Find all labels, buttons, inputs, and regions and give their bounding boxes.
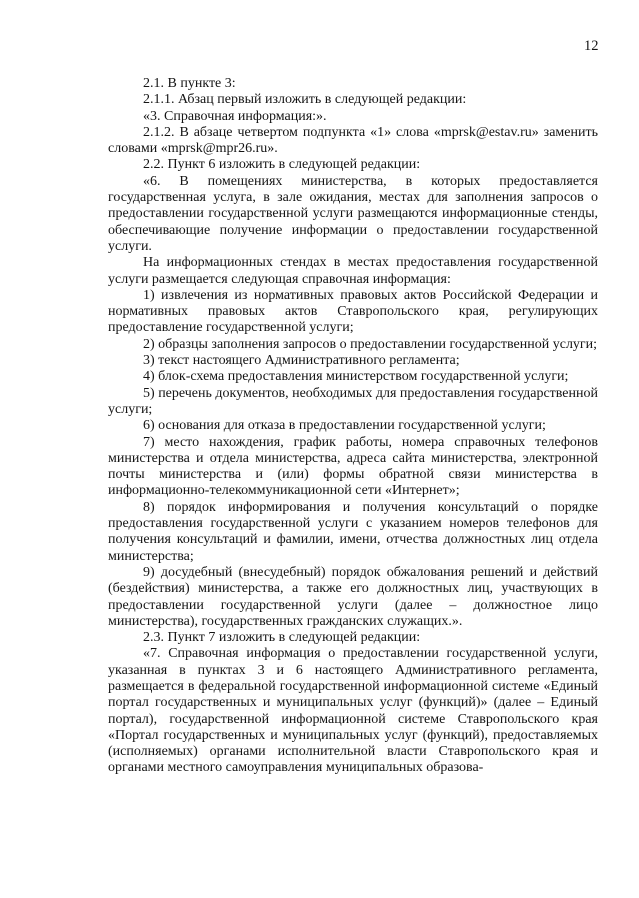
paragraph-quote-3: «3. Справочная информация:». [143, 108, 327, 124]
paragraph-2-2: 2.2. Пункт 6 изложить в следующей редакции: [143, 157, 421, 173]
list-item: 4) блок-схема предоставления министерством государственной услуги; [143, 369, 569, 385]
paragraph-quote-7: «7. Справочная информация о предоставлении государственной услуги, указанная в пунктах 3 и 6 настоящего Административного регламента, размещается в федеральной государственной информационной системе «Единый портал государственных и муниципальных услуг (функций)» (далее – Единый портал), государственной информационной системе Ставропольского края «Портал государственных и муниципальных услуг (функций), предоставляемых (исполняемых) органами исполнительной власти Ставропольского края и органами местного самоуправления муниципальных образова- [108, 646, 598, 776]
paragraph-2-1-1: 2.1.1. Абзац первый изложить в следующей редакции: [143, 92, 467, 108]
list-item: 8) порядок информирования и получения консультаций о порядке предоставления государственной услуги с указанием номеров телефонов для получения консультаций и фамилии, имени, отчества должностных лиц отдела министерства; [108, 499, 598, 564]
paragraph-2-3: 2.3. Пункт 7 изложить в следующей редакции: [143, 630, 421, 646]
document-body [108, 76, 598, 777]
paragraph-2-1-2: 2.1.2. В абзаце четвертом подпункта «1» слова «mprsk@estav.ru» заменить словами «mprsk@mpr26.ru». [108, 124, 598, 157]
page-number: 12 [584, 38, 599, 54]
paragraph-2-1: 2.1. В пункте 3: [143, 76, 236, 91]
list-item: 7) место нахождения, график работы, номера справочных телефонов министерства и отдела министерства, адреса сайта министерства, электронной почты министерства и (или) формы обратной связи министерства в информационно-телекоммуникационной сети «Интернет»; [108, 434, 598, 499]
paragraph-quote-6: «6. В помещениях министерства, в которых предоставляется государственная услуга, в зале ожидания, местах для заполнения запросов о предоставлении государственной услуги размещаются информационные стенды, обеспечивающие получение информации о предоставлении государственной услуги. [108, 173, 598, 254]
list-item: 2) образцы заполнения запросов о предоставлении государственной услуги; [143, 336, 598, 352]
list-item: 5) перечень документов, необходимых для предоставления государственной услуги; [108, 385, 598, 417]
list-item: 3) текст настоящего Административного регламента; [143, 353, 460, 369]
list-item: 1) извлечения из нормативных правовых актов Российской Федерации и нормативных правовых актов Ставропольского края, регулирующих предоставление государственной услуги; [108, 287, 598, 336]
list-item: 6) основания для отказа в предоставлении государственной услуги; [143, 418, 546, 434]
paragraph-stands: На информационных стендах в местах предоставления государственной услуги размещается следующая справочная информация: [108, 255, 598, 287]
list-item: 9) досудебный (внесудебный) порядок обжалования решений и действий (бездействия) министерства, а также его должностных лиц, участвующих в предоставлении государственной услуги (далее – должностное лицо министерства), государственных гражданских служащих.». [108, 564, 598, 629]
